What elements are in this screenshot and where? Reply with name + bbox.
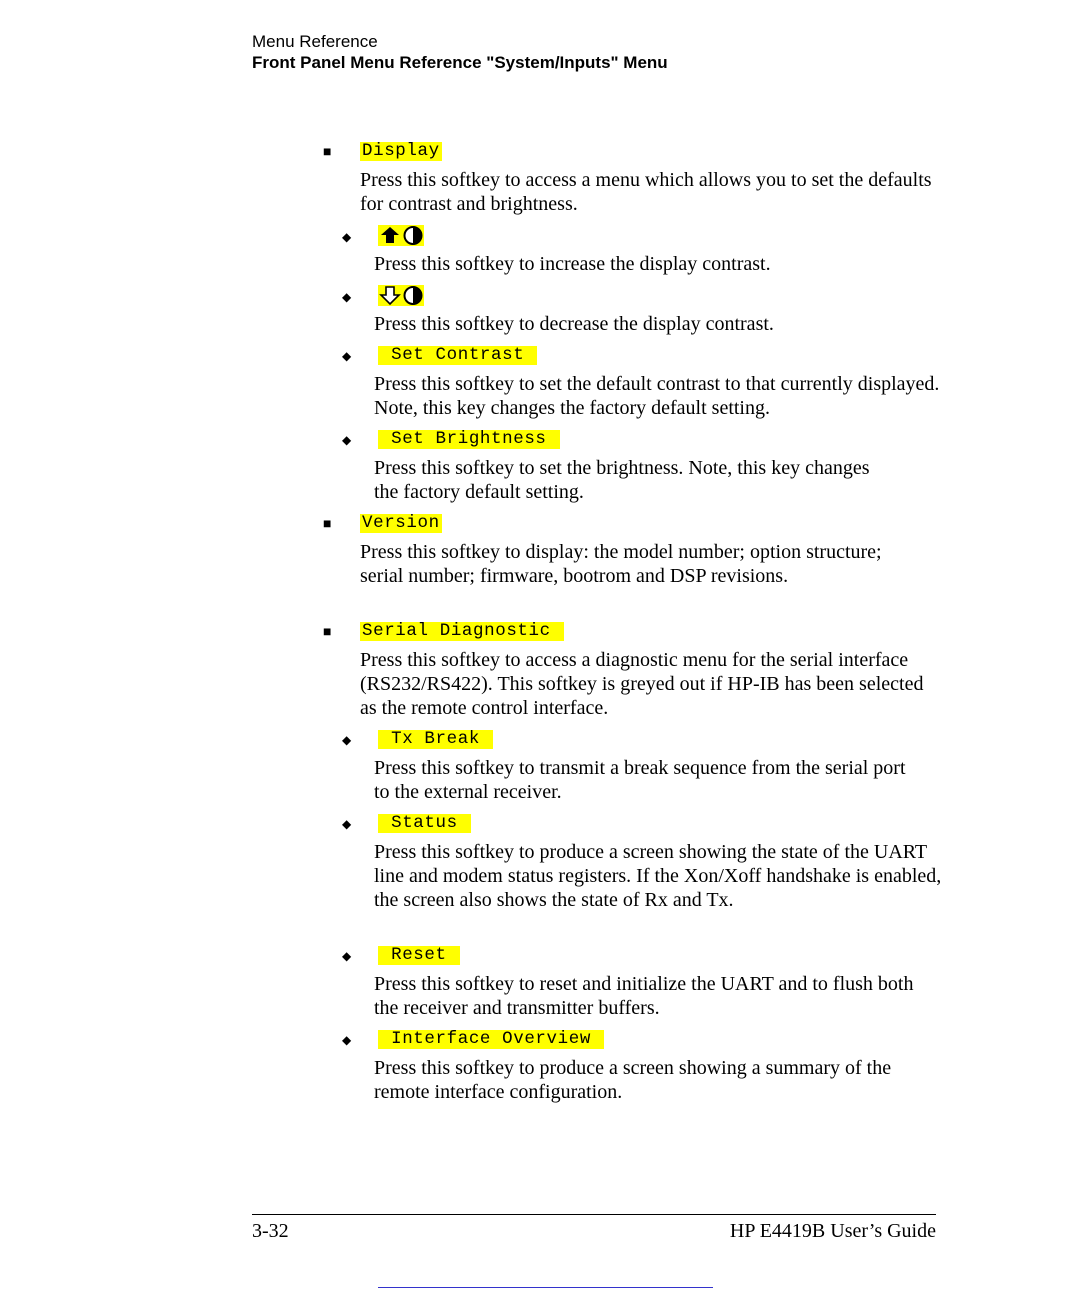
diamond-bullet: ◆	[342, 230, 352, 244]
diamond-bullet: ◆	[342, 349, 352, 363]
softkey-interface-overview: Interface Overview	[380, 1029, 603, 1049]
diamond-bullet: ◆	[342, 733, 352, 747]
link-underline	[378, 1287, 713, 1288]
status-description: Press this softkey to produce a screen showing the state of the UART line and modem status registers. If the Xon/Xoff handshake is enabled, the screen also shows the state of Rx and Tx.	[374, 841, 942, 911]
diamond-bullet: ◆	[342, 433, 352, 447]
softkey-serial-diagnostic: Serial Diagnostic	[362, 621, 562, 641]
softkey-contrast-down	[378, 285, 424, 306]
contrast-up-icon	[378, 225, 424, 246]
guide-title: HP E4419B User’s Guide	[729, 1220, 936, 1242]
set-contrast-description: Press this softkey to set the default contrast to that currently displayed. Note, this key changes the factory default setting.	[374, 373, 940, 419]
running-header-title: Front Panel Menu Reference "System/Inputs" Menu	[252, 53, 668, 72]
reset-description: Press this softkey to reset and initialize the UART and to flush both the receiver and transmitter buffers.	[374, 973, 914, 1019]
footer-rule	[252, 1214, 936, 1215]
running-header-section: Menu Reference	[252, 32, 378, 51]
square-bullet: ■	[323, 517, 332, 532]
diamond-bullet: ◆	[342, 1033, 352, 1047]
softkey-tx-break: Tx Break	[380, 729, 492, 749]
contrast-down-description: Press this softkey to decrease the display contrast.	[374, 313, 774, 335]
tx-break-description: Press this softkey to transmit a break sequence from the serial port to the external receiver.	[374, 757, 906, 803]
softkey-reset: Reset	[380, 945, 458, 965]
softkey-version: Version	[362, 513, 440, 533]
softkey-status: Status	[380, 813, 469, 833]
softkey-display: Display	[362, 141, 440, 161]
softkey-set-contrast: Set Contrast	[380, 345, 536, 365]
diamond-bullet: ◆	[342, 290, 352, 304]
contrast-down-icon	[378, 285, 424, 306]
version-description: Press this softkey to display: the model number; option structure; serial number; firmware, bootrom and DSP revisions.	[360, 541, 882, 587]
square-bullet: ■	[323, 145, 332, 160]
set-brightness-description: Press this softkey to set the brightness. Note, this key changes the factory default setting.	[374, 457, 870, 503]
softkey-contrast-up	[378, 225, 424, 246]
page-number: 3-32	[252, 1220, 289, 1242]
contrast-up-description: Press this softkey to increase the display contrast.	[374, 253, 771, 275]
square-bullet: ■	[323, 625, 332, 640]
diamond-bullet: ◆	[342, 949, 352, 963]
interface-overview-description: Press this softkey to produce a screen showing a summary of the remote interface configuration.	[374, 1057, 892, 1103]
softkey-set-brightness: Set Brightness	[380, 429, 558, 449]
display-description: Press this softkey to access a menu which allows you to set the defaults for contrast and brightness.	[360, 169, 932, 215]
diamond-bullet: ◆	[342, 817, 352, 831]
serial-diagnostic-description: Press this softkey to access a diagnostic menu for the serial interface (RS232/RS422). This softkey is greyed out if HP-IB has been selected as the remote control interface.	[360, 649, 924, 719]
